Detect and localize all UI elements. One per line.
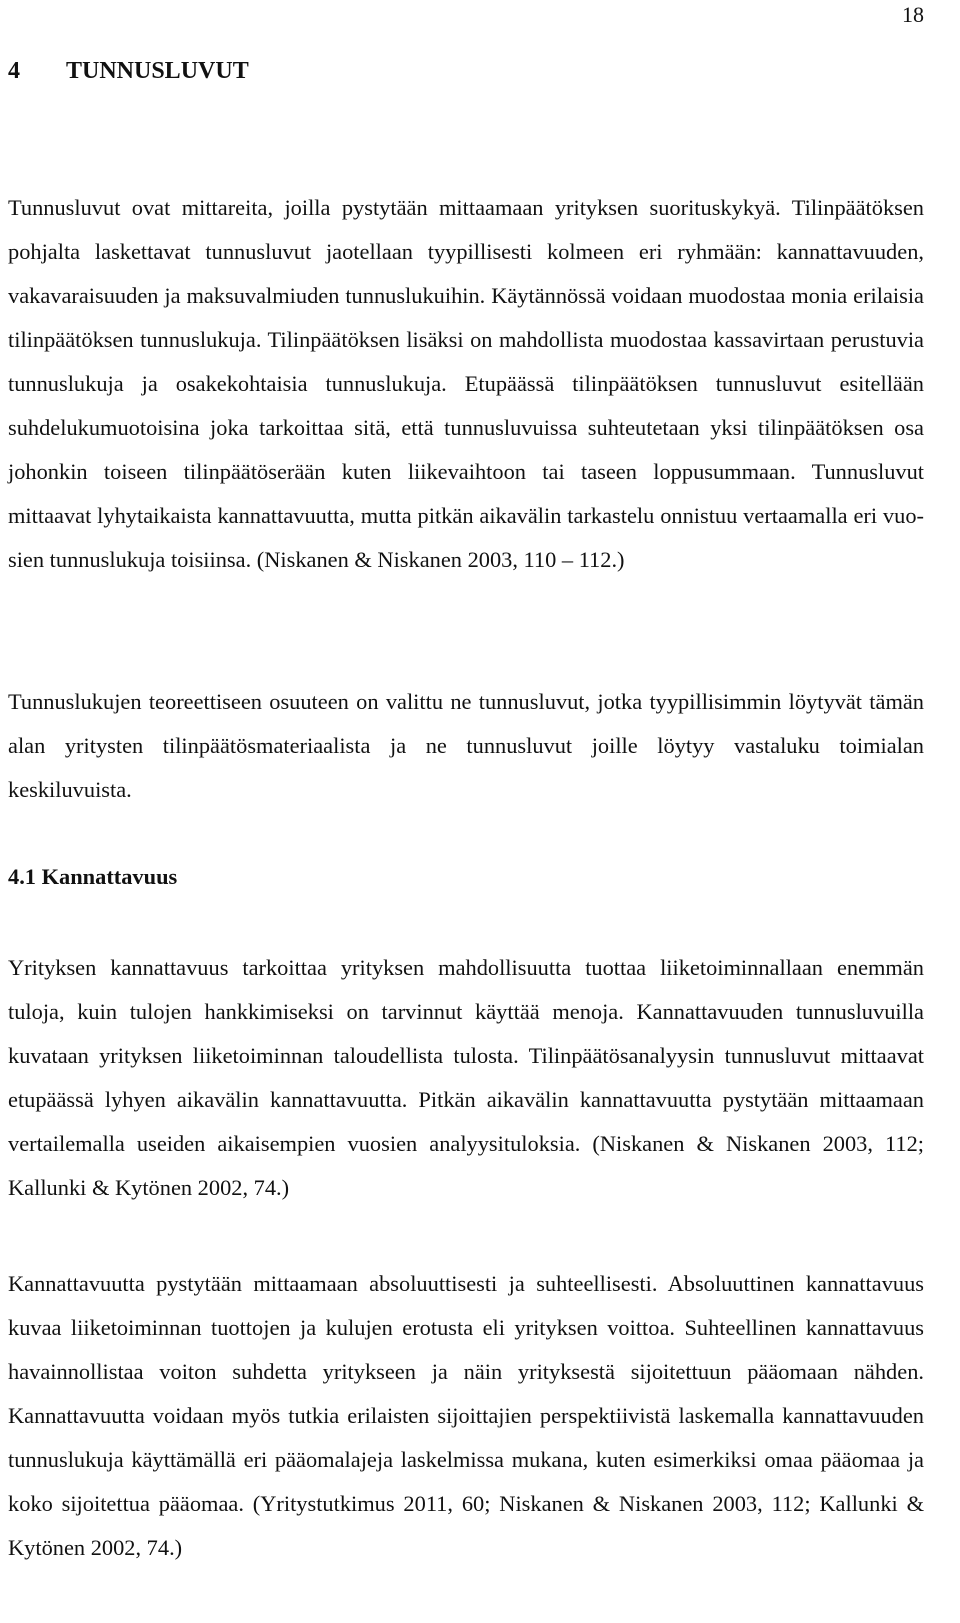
section-title: Kannattavuus [41,864,178,889]
body-paragraph: Tunnuslukujen teoreettiseen osuuteen on valittu ne tunnusluvut, jotka tyypillisimmin löytyvät tämän alan yritysten tilinpäätösmateriaalista ja ne tunnusluvut joille löytyy vastaluku toimialan keskiluvuista. [8,689,924,802]
body-paragraph: Tunnusluvut ovat mittareita, joilla pystytään mittaamaan yrityksen suorituskykyä. Tilinpäätöksen pohjalta laskettavat tunnusluvut jaotellaan tyypillisesti kolmeen eri ryhmään: kannattavuuden, vakavaraisuuden ja maksuvalmiuden tunnuslukuihin. Käytännössä voidaan muodostaa monia erilaisia tilinpäätöksen tunnuslukuja. Tilinpäätöksen lisäksi on mahdollista muodostaa kassavirtaan perustuvia tunnuslukuja ja osakekohtaisia tunnuslukuja. Etupäässä tilinpäätöksen tunnusluvut esitellään suhdelukumuotoisina joka tarkoittaa sitä, että tunnusluvuissa suhteutetaan yksi tilinpäätöksen osa johonkin toiseen tilinpäätöserään kuten liikevaihtoon tai taseen loppusummaan. Tunnusluvut mittaavat lyhytaikaista kannattavuutta, mutta pitkän aikavälin tarkastelu onnistuu vertaamalla eri vuosien tunnuslukuja toisiinsa. (Niskanen & Niskanen 2003, 110 – 112.) [8,195,924,572]
chapter-heading [8,56,249,86]
section-number: 4.1 [8,864,36,889]
section-paragraph: Kannattavuutta pystytään mittaamaan absoluuttisesti ja suhteellisesti. Absoluuttinen kannattavuus kuvaa liiketoiminnan tuottojen ja kulujen erotusta eli yrityksen voittoa. Suhteellinen kannattavuus havainnollistaa voiton suhdetta yritykseen ja näin yrityksestä sijoitettuun pääomaan nähden. Kannattavuutta voidaan myös tutkia erilaisten sijoittajien perspektiivistä laskemalla kannattavuuden tunnuslukuja käyttämällä eri pääomalajeja laskelmissa mukana, kuten esimerkiksi omaa pääomaa ja koko sijoitettua pääomaa. (Yritystutkimus 2011, 60; Niskanen & Niskanen 2003, 112; Kallunki & Kytönen 2002, 74.) [8,1271,924,1560]
section-paragraph: Yrityksen kannattavuus tarkoittaa yrityksen mahdollisuutta tuottaa liiketoiminnallaan enemmän tuloja, kuin tulojen hankkimiseksi on tarvinnut käyttää menoja. Kannattavuuden tunnusluvuilla kuvataan yrityksen liiketoiminnan taloudellista tulosta. Tilinpäätösanalyysin tunnusluvut mittaavat etupäässä lyhyen aikavälin kannattavuutta. Pitkän aikavälin kannattavuutta pystytään mittaamaan vertailemalla useiden aikaisempien vuosien analyysituloksia. (Niskanen & Niskanen 2003, 112; Kallunki & Kytönen 2002, 74.) [8,955,924,1200]
page-number: 18 [902,2,924,27]
chapter-number: 4 [8,58,20,84]
chapter-title: TUNNUSLUVUT [66,58,249,84]
section-heading [8,862,177,892]
